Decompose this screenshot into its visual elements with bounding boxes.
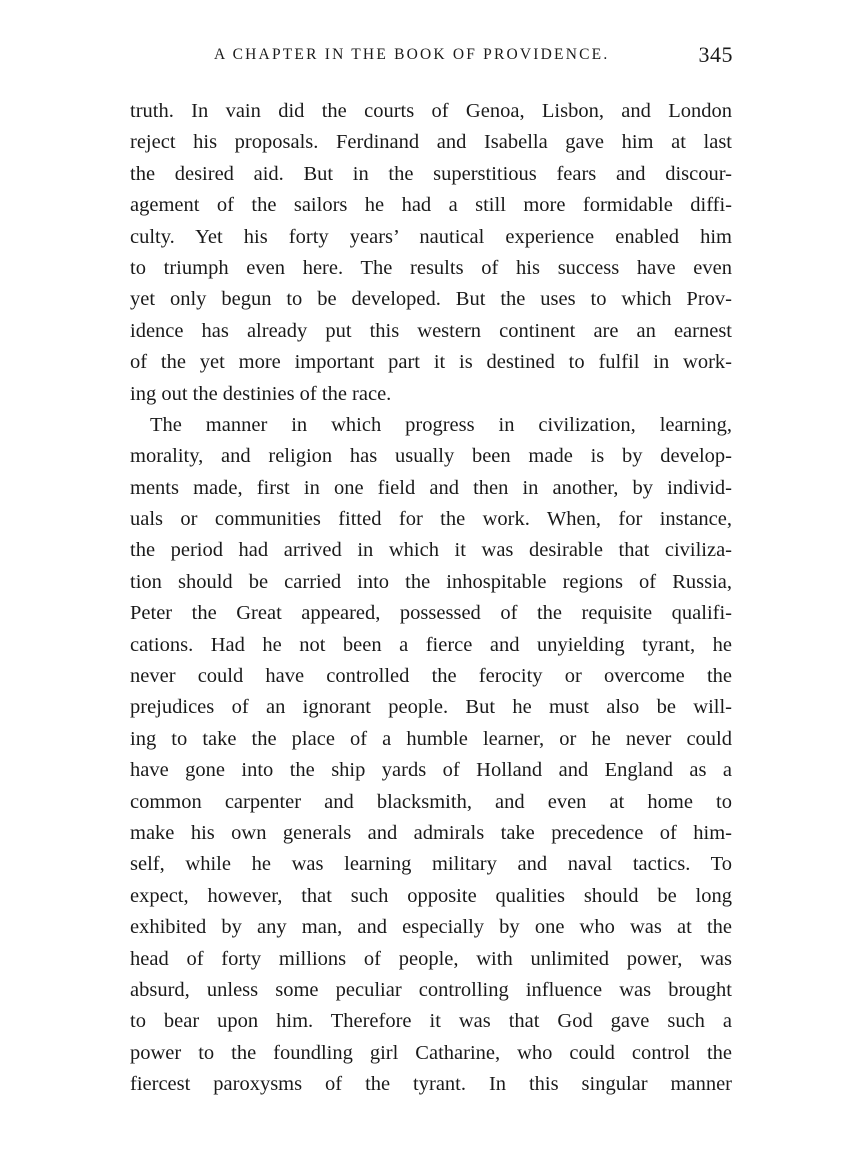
text-line: ing to take the place of a humble learner, or he never could [130,727,732,750]
body-text [130,96,732,1101]
text-line: ments made, first in one field and then in another, by individ- [130,476,732,499]
text-line: the desired aid. But in the superstitious fears and discour- [130,162,732,185]
text-line: truth. In vain did the courts of Genoa, Lisbon, and London [130,100,732,122]
text-line: ing out the destinies of the race. [130,382,392,405]
text-line: exhibited by any man, and especially by one who was at the [130,916,732,939]
text-line: Peter the Great appeared, possessed of the requisite qualifi- [130,602,732,625]
text-line: self, while he was learning military and naval tactics. To [130,853,732,876]
text-line: cations. Had he not been a fierce and unyielding tyrant, he [130,633,732,656]
text-line: yet only begun to be developed. But the uses to which Prov- [130,288,732,311]
text-line: of the yet more important part it is destined to fulfil in work- [130,351,732,374]
text-line: uals or communities fitted for the work. When, for instance, [130,508,732,531]
page-number: 345 [698,42,733,67]
text-line: to triumph even here. The results of his success have even [130,256,732,279]
running-title: A CHAPTER IN THE BOOK OF PROVIDENCE. [214,46,610,63]
text-line: to bear upon him. Therefore it was that God gave such a [130,1010,732,1033]
text-line: prejudices of an ignorant people. But he must also be will- [130,696,732,719]
text-line: the period had arrived in which it was desirable that civiliza- [130,539,732,562]
text-line: agement of the sailors he had a still more formidable diffi- [130,194,732,217]
text-line: power to the foundling girl Catharine, who could control the [130,1041,732,1064]
text-line: make his own generals and admirals take precedence of him- [130,821,732,844]
running-head [130,42,733,72]
text-line: reject his proposals. Ferdinand and Isabella gave him at last [130,131,732,154]
text-line: expect, however, that such opposite qualities should be long [130,884,732,907]
text-line: fiercest paroxysms of the tyrant. In this singular manner [130,1073,732,1096]
text-line: morality, and religion has usually been made is by develop- [130,445,732,468]
text-line: culty. Yet his forty years’ nautical experience enabled him [130,225,732,248]
text-line: absurd, unless some peculiar controlling influence was brought [130,978,732,1001]
text-line: head of forty millions of people, with unlimited power, was [130,947,732,970]
text-line: idence has already put this western continent are an earnest [130,319,732,342]
text-line: tion should be carried into the inhospitable regions of Russia, [130,570,732,593]
text-line: common carpenter and blacksmith, and even at home to [130,790,732,813]
text-line: The manner in which progress in civilization, learning, [150,413,732,436]
text-line: have gone into the ship yards of Holland and England as a [130,759,732,782]
text-line: never could have controlled the ferocity or overcome the [130,665,732,688]
